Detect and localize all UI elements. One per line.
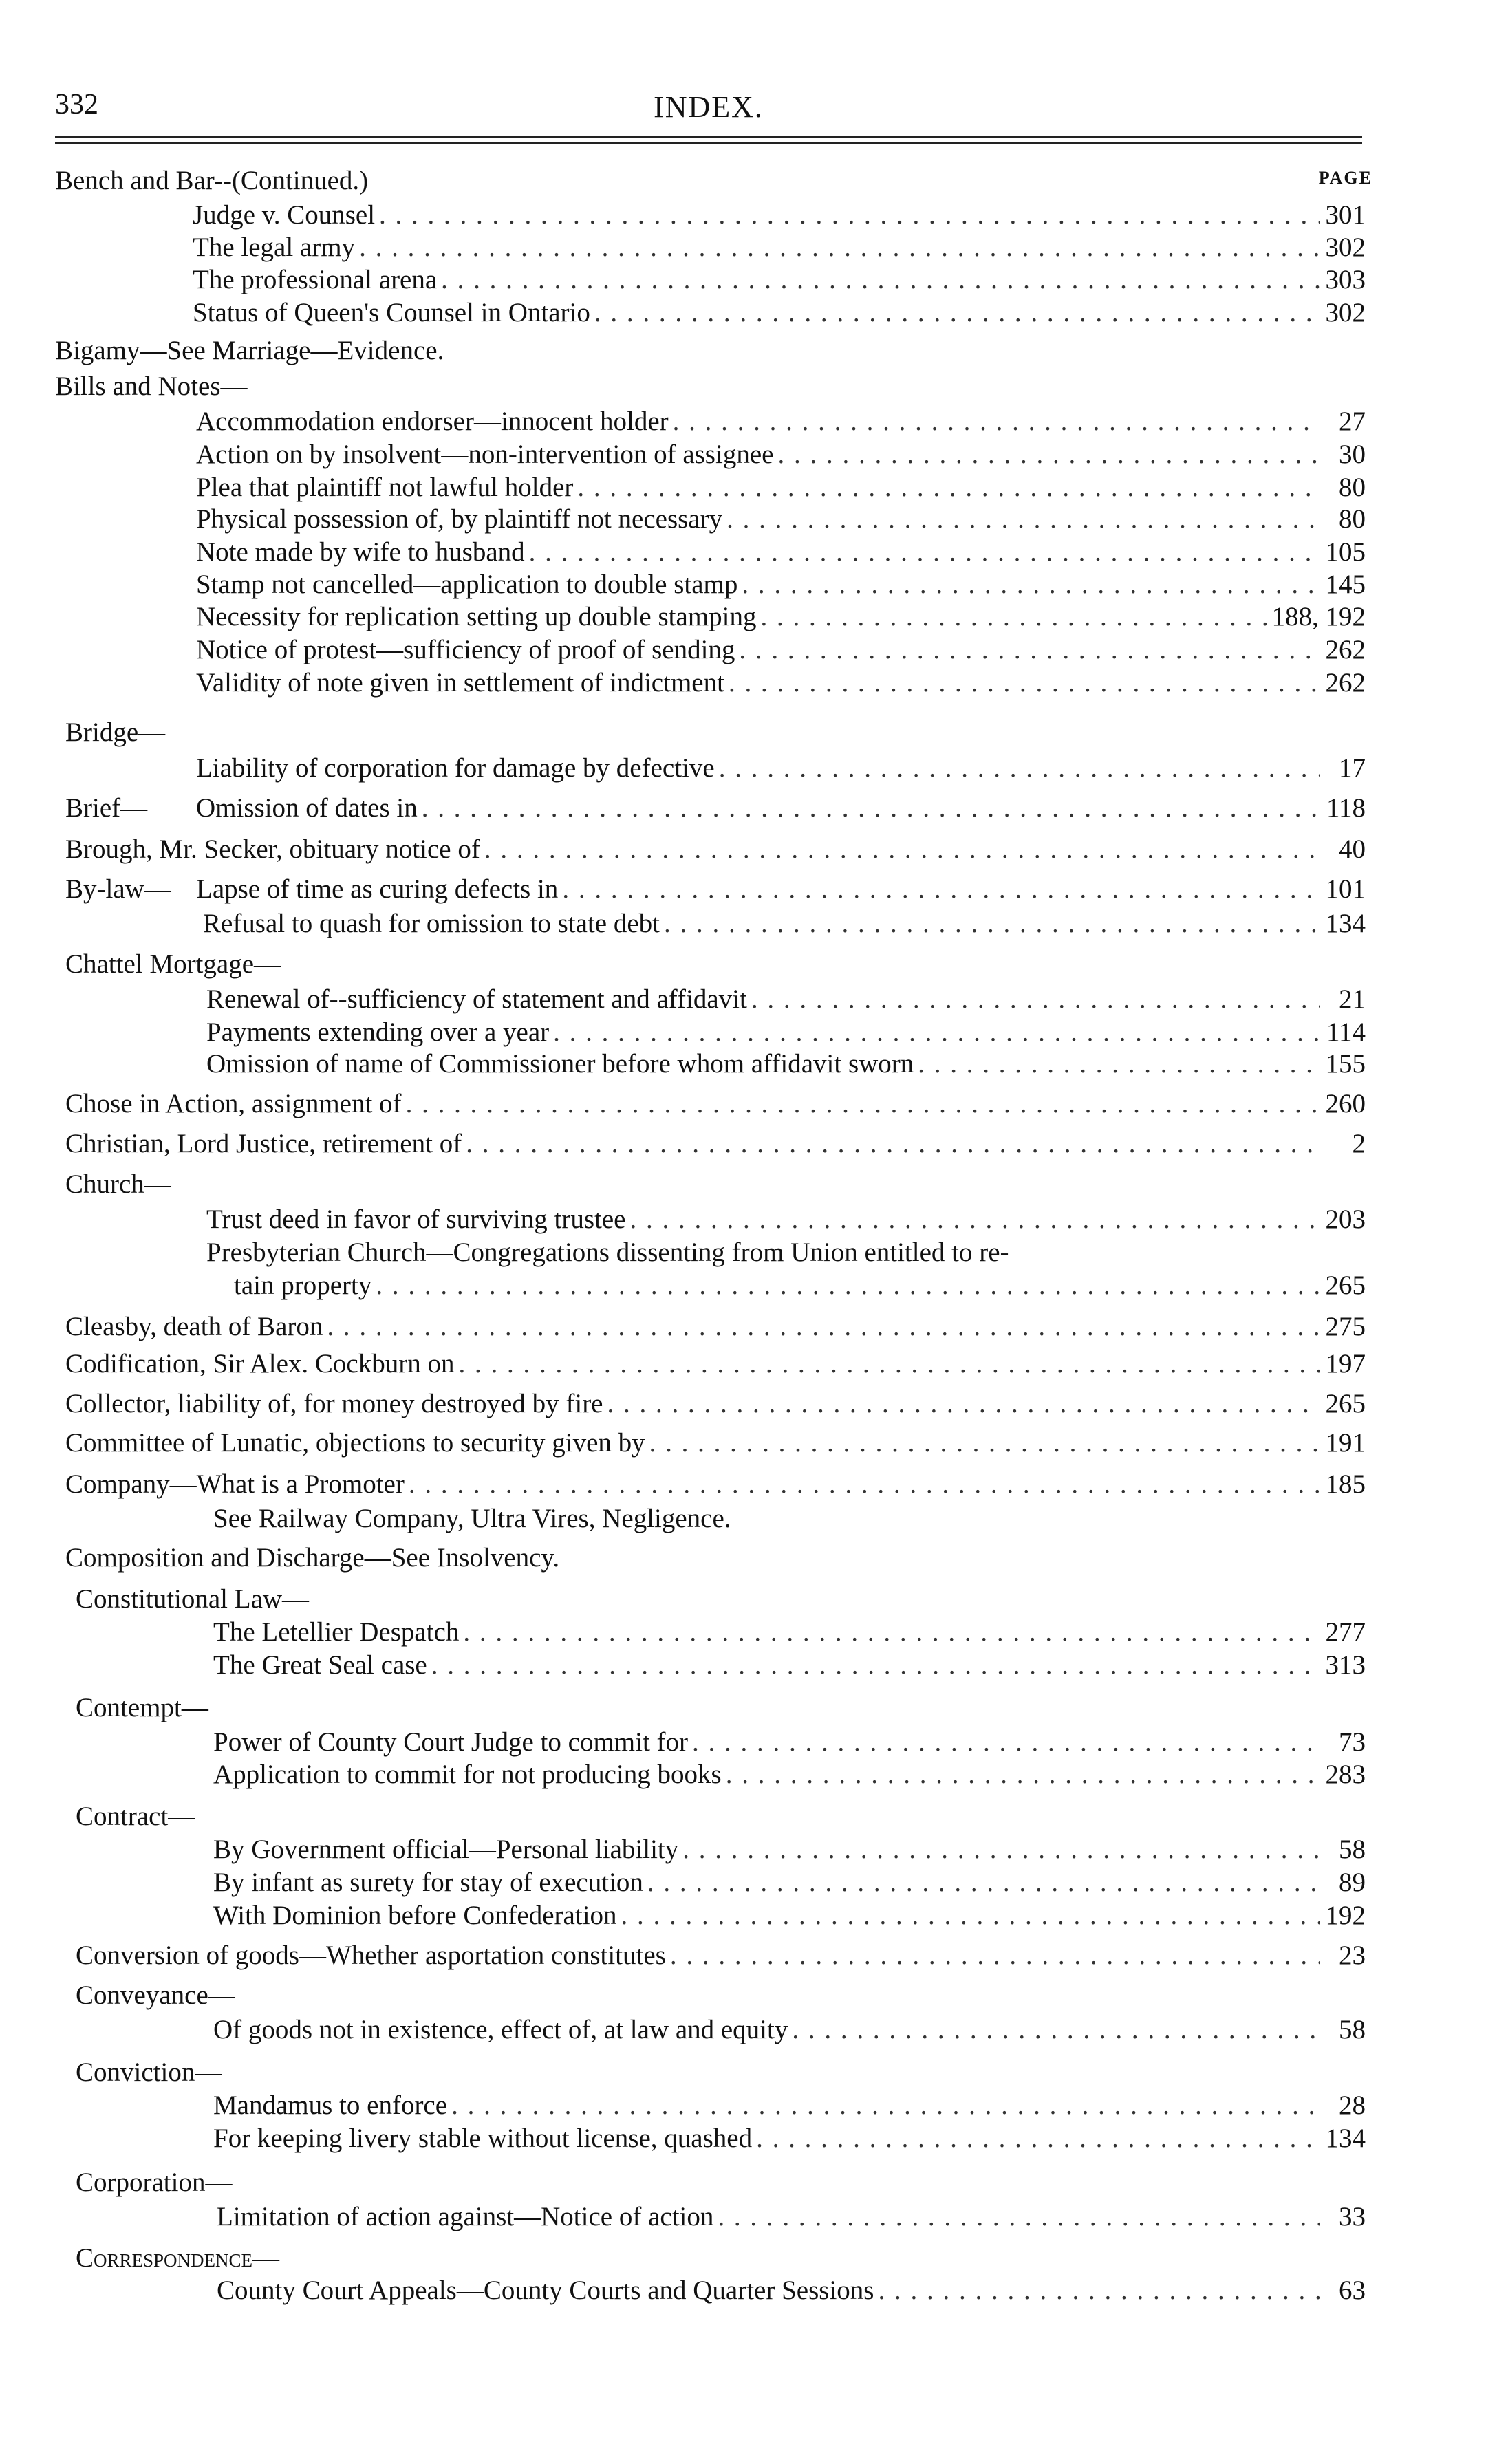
dot-leader [562,872,1320,907]
index-subentry: Payments extending over a year [206,1017,550,1047]
dot-leader [718,2200,1320,2234]
index-row [0,437,1366,472]
index-row [0,1899,1366,1933]
index-subentry: Trust deed in favor of surviving trustee [206,1204,626,1234]
page-reference: 188, 192 [1271,602,1366,631]
index-heading: Composition and Discharge—See Insolvency. [65,1543,560,1573]
index-heading: Conversion of goods—Whether asportation constitutes [76,1941,666,1970]
page-reference: 262 [1325,668,1366,698]
index-subentry: Accommodation endorser—innocent holder [196,407,669,436]
index-row [0,1978,1366,2013]
index-subentry: tain property [234,1271,372,1300]
index-heading: Brief— [65,793,148,823]
index-row [0,1047,1366,1081]
page-reference: 114 [1326,1017,1366,1047]
dot-leader [431,1648,1320,1683]
dot-leader [777,437,1320,472]
index-row [0,1833,1366,1867]
index-heading: Church— [65,1169,171,1199]
index-row [0,1127,1366,1161]
page-reference: 313 [1325,1650,1366,1680]
index-subentry: Plea that plaintiff not lawful holder [196,473,574,502]
page-reference: 28 [1339,2090,1366,2120]
index-row [0,1235,1366,1270]
page-reference: 303 [1325,265,1366,294]
dot-leader [409,1467,1320,1502]
index-row [0,230,1366,265]
index-subentry: The Letellier Despatch [213,1617,460,1647]
index-row [0,568,1366,602]
dot-leader [726,1758,1320,1792]
dot-leader [327,1310,1320,1344]
page-reference: 203 [1325,1204,1366,1234]
index-heading: Conviction— [76,2057,222,2087]
page-reference: 63 [1339,2276,1366,2305]
dot-leader [359,230,1320,265]
page-reference: 265 [1325,1271,1366,1300]
page-reference: 89 [1339,1868,1366,1897]
index-subentry: Lapse of time as curing defects in [196,874,559,904]
index-heading: Contempt— [76,1693,208,1722]
index-subentry: For keeping livery stable without license, quashed [213,2123,753,2153]
index-row [0,1691,1366,1725]
index-heading: Cleasby, death of Baron [65,1312,323,1341]
index-heading: Bench and Bar--(Continued.) [55,166,369,195]
page-reference: 185 [1325,1469,1366,1499]
index-subentry: Status of Queen's Counsel in Ontario [193,298,590,327]
index-heading: Bills and Notes— [55,371,248,401]
index-row [0,164,1366,198]
index-row [0,334,1366,368]
dot-leader [761,600,1268,634]
index-row [0,2273,1366,2308]
page-reference: 155 [1325,1049,1366,1079]
index-row [0,1582,1366,1617]
index-heading: Chose in Action, assignment of [65,1089,402,1118]
index-heading: Collector, liability of, for money destroyed by fire [65,1389,603,1418]
page-title: INDEX. [654,90,764,124]
index-row [0,2121,1366,2156]
dot-leader [594,296,1320,330]
dot-leader [692,1725,1320,1760]
index-row [0,1758,1366,1792]
page-reference: 262 [1325,635,1366,664]
index-row [0,2013,1366,2047]
index-row [0,1387,1366,1421]
page-reference: 33 [1339,2202,1366,2231]
index-row [0,502,1366,537]
index-row [0,1087,1366,1121]
index-subentry: Renewal of--sufficiency of statement and affidavit [206,984,747,1014]
index-row [0,832,1366,867]
index-heading: Company—What is a Promoter [65,1469,405,1499]
index-subentry: Application to commit for not producing books [213,1760,722,1789]
index-row [0,1310,1366,1344]
index-heading: Corporation— [76,2168,233,2197]
index-row [0,1800,1366,1834]
page-number: 332 [55,89,98,120]
index-subentry: Power of County Court Judge to commit for [213,1727,689,1757]
index-row [0,2241,1366,2276]
index-row [0,1725,1366,1760]
index-heading: Bigamy—See Marriage—Evidence. [55,336,444,365]
page-reference: 2 [1352,1129,1366,1158]
dot-leader [726,502,1320,537]
page-reference: 101 [1325,874,1366,904]
page-reference: 301 [1325,200,1366,230]
dot-leader [792,2013,1320,2047]
index-subentry: Mandamus to enforce [213,2090,448,2120]
page-reference: 80 [1339,504,1366,534]
page-reference: 30 [1339,440,1366,469]
page-reference: 265 [1325,1389,1366,1418]
dot-leader [376,1268,1320,1303]
dot-leader [739,633,1320,667]
page-reference: 40 [1339,834,1366,864]
page-reference: 302 [1325,298,1366,327]
dot-leader [379,198,1320,233]
index-row [0,982,1366,1017]
page-reference: 58 [1339,1835,1366,1864]
index-heading: By-law— [65,874,171,904]
index-subentry: The legal army [193,233,356,262]
dot-leader [484,832,1320,867]
dot-leader [682,1833,1320,1867]
header-rule-top [55,136,1362,138]
index-heading: Committee of Lunatic, objections to security given by [65,1428,645,1458]
page-reference: 17 [1339,753,1366,783]
index-row [0,1866,1366,1900]
index-row [0,1268,1366,1303]
index-row [0,1202,1366,1237]
index-row [0,471,1366,505]
page-reference: 134 [1325,2123,1366,2153]
index-subentry: Refusal to quash for omission to state debt [203,909,660,938]
index-subentry: Necessity for replication setting up double stamping [196,602,757,631]
page-reference: 197 [1325,1349,1366,1379]
dot-leader [458,1347,1320,1381]
index-subentry: Validity of note given in settlement of indictment [196,668,724,698]
page-reference: 27 [1339,407,1366,436]
index-subentry: Judge v. Counsel [193,200,376,230]
page-reference: 118 [1326,793,1366,823]
page-reference: 191 [1325,1428,1366,1458]
index-heading: Christian, Lord Justice, retirement of [65,1129,462,1158]
page-reference: 260 [1325,1089,1366,1118]
dot-leader [719,751,1320,786]
index-subentry: Omission of name of Commissioner before whom affidavit sworn [206,1049,914,1079]
dot-leader [878,2273,1320,2308]
index-row [0,947,1366,982]
index-heading: Conveyance— [76,1980,235,2010]
index-heading: Constitutional Law— [76,1584,310,1614]
index-row [0,1015,1366,1050]
index-row [0,1347,1366,1381]
index-row [0,296,1366,330]
index-row [0,2200,1366,2234]
page-reference: 23 [1339,1941,1366,1970]
index-row [0,791,1366,825]
dot-leader [577,471,1320,505]
page-reference: 58 [1339,2015,1366,2044]
dot-leader [918,1047,1320,1081]
header-rule-bottom [55,142,1362,144]
page-reference: 302 [1325,233,1366,262]
index-heading: Bridge— [65,717,166,747]
index-row [0,1467,1366,1502]
dot-leader [466,1127,1320,1161]
index-row [0,2088,1366,2123]
dot-leader [441,263,1320,297]
page-reference: 192 [1325,1901,1366,1930]
index-subentry: Notice of protest—sufficiency of proof of sending [196,635,735,664]
dot-leader [621,1899,1320,1933]
index-heading: Brough, Mr. Secker, obituary notice of [65,834,480,864]
index-row [0,1541,1366,1575]
index-row [0,907,1366,941]
dot-leader [649,1426,1320,1460]
dot-leader [742,568,1320,602]
index-row [0,872,1366,907]
index-subentry: The Great Seal case [213,1650,427,1680]
index-row [0,600,1366,634]
index-row [0,263,1366,297]
index-row [0,715,1366,750]
index-subentry: Note made by wife to husband [196,537,525,567]
dot-leader [463,1615,1320,1650]
dot-leader [553,1015,1320,1050]
index-subentry: Stamp not cancelled—application to double stamp [196,570,738,599]
index-row [0,1426,1366,1460]
page-reference: 105 [1325,537,1366,567]
dot-leader [529,535,1320,570]
index-row [0,633,1366,667]
index-row [0,1502,1366,1536]
dot-leader [647,1866,1320,1900]
dot-leader [664,907,1320,941]
index-row [0,751,1366,786]
index-subentry: Omission of dates in [196,793,418,823]
index-row [0,198,1366,233]
page-header [55,88,1362,129]
page-reference: 80 [1339,473,1366,502]
index-subentry: Limitation of action against—Notice of action [217,2202,714,2231]
page-reference: 21 [1339,984,1366,1014]
index-row [0,2165,1366,2200]
index-heading: Correspondence— [76,2243,280,2273]
index-subentry: See Railway Company, Ultra Vires, Negligence. [213,1504,731,1533]
index-row [0,1167,1366,1202]
index-row [0,1615,1366,1650]
index-subentry: With Dominion before Confederation [213,1901,617,1930]
page-reference: 283 [1325,1760,1366,1789]
dot-leader [729,666,1320,700]
index-subentry: Liability of corporation for damage by defective [196,753,715,783]
index-subentry: By infant as surety for stay of execution [213,1868,643,1897]
index-subentry: Of goods not in existence, effect of, at law and equity [213,2015,788,2044]
page-reference: 277 [1325,1617,1366,1647]
dot-leader [451,2088,1320,2123]
index-row [0,1648,1366,1683]
index-row [0,404,1366,439]
index-subentry: Physical possession of, by plaintiff not necessary [196,504,723,534]
dot-leader [629,1202,1320,1237]
index-subentry: Presbyterian Church—Congregations dissenting from Union entitled to re- [206,1238,1009,1267]
dot-leader [673,404,1320,439]
page-reference: 145 [1325,570,1366,599]
index-row [0,666,1366,700]
index-row [0,369,1366,404]
index-row [0,2055,1366,2090]
index-heading: Chattel Mortgage— [65,949,281,979]
index-subentry: County Court Appeals—County Courts and Quarter Sessions [217,2276,874,2305]
dot-leader [751,982,1320,1017]
index-heading: Codification, Sir Alex. Cockburn on [65,1349,455,1379]
index-subentry: Action on by insolvent—non-intervention of assignee [196,440,774,469]
page-reference: 73 [1339,1727,1366,1757]
dot-leader [607,1387,1321,1421]
dot-leader [406,1087,1320,1121]
index-subentry: The professional arena [193,265,438,294]
index-row [0,1938,1366,1973]
dot-leader [670,1938,1320,1973]
dot-leader [756,2121,1320,2156]
page-column-label: PAGE [1318,168,1372,188]
index-subentry: By Government official—Personal liability [213,1835,679,1864]
index-row [0,535,1366,570]
page-reference: 134 [1325,909,1366,938]
index-heading: Contract— [76,1802,195,1831]
page-reference: 275 [1325,1312,1366,1341]
dot-leader [422,791,1320,825]
